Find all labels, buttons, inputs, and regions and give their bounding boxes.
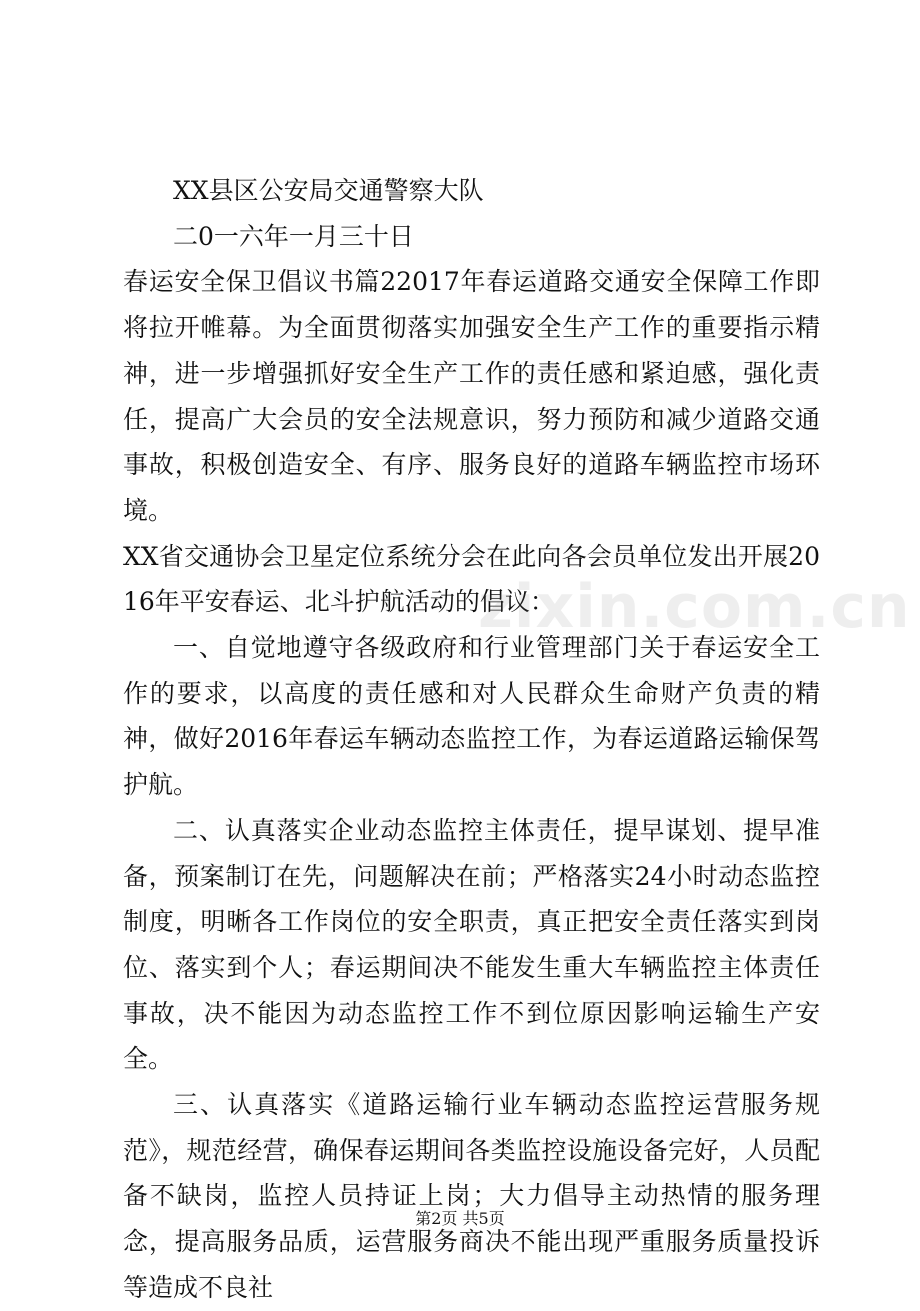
item-one-paragraph: 一、自觉地遵守各级政府和行业管理部门关于春运安全工作的要求，以高度的责任感和对人民群众生命财产负责的精神，做好2016年春运车辆动态监控工作，为春运道路运输保驾护航。	[123, 633, 820, 800]
item-two-paragraph: 二、认真落实企业动态监控主体责任，提早谋划、提早准备，预案制订在先，问题解决在前；严格落实24小时动态监控制度，明晰各工作岗位的安全职责，真正把安全责任落实到岗位、落实到个人；春运期间决不能发生重大车辆监控主体责任事故，决不能因为动态监控工作不到位原因影响运输生产安全。	[123, 815, 820, 1074]
initiative-paragraph: XX省交通协会卫星定位系统分会在此向各会员单位发出开展2016年平安春运、北斗护航活动的倡议：	[123, 541, 820, 617]
intro-paragraph: 春运安全保卫倡议书篇22017年春运道路交通安全保障工作即将拉开帷幕。为全面贯彻落实加强安全生产工作的重要指示精神，进一步增强抓好安全生产工作的责任感和紧迫感，强化责任，提高广大会员的安全法规意识，努力预防和减少道路交通事故，积极创造安全、有序、服务良好的道路车辆监控市场环境。	[123, 267, 820, 525]
date-line: 二0一六年一月三十日	[173, 221, 414, 251]
issuer-line: XX县区公安局交通警察大队	[173, 176, 484, 205]
page-footer: 第2页 共5页	[415, 1209, 505, 1228]
item-three-paragraph: 三、认真落实《道路运输行业车辆动态监控运营服务规范》，规范经营，确保春运期间各类监控设施设备完好，人员配备不缺岗，监控人员持证上岗；大力倡导主动热情的服务理念，提高服务品质，运营服务商决不能出现严重服务质量投诉等造成不良社	[123, 1090, 820, 1302]
watermark: zixin.com.cn	[478, 572, 911, 642]
document-body	[123, 168, 820, 1311]
